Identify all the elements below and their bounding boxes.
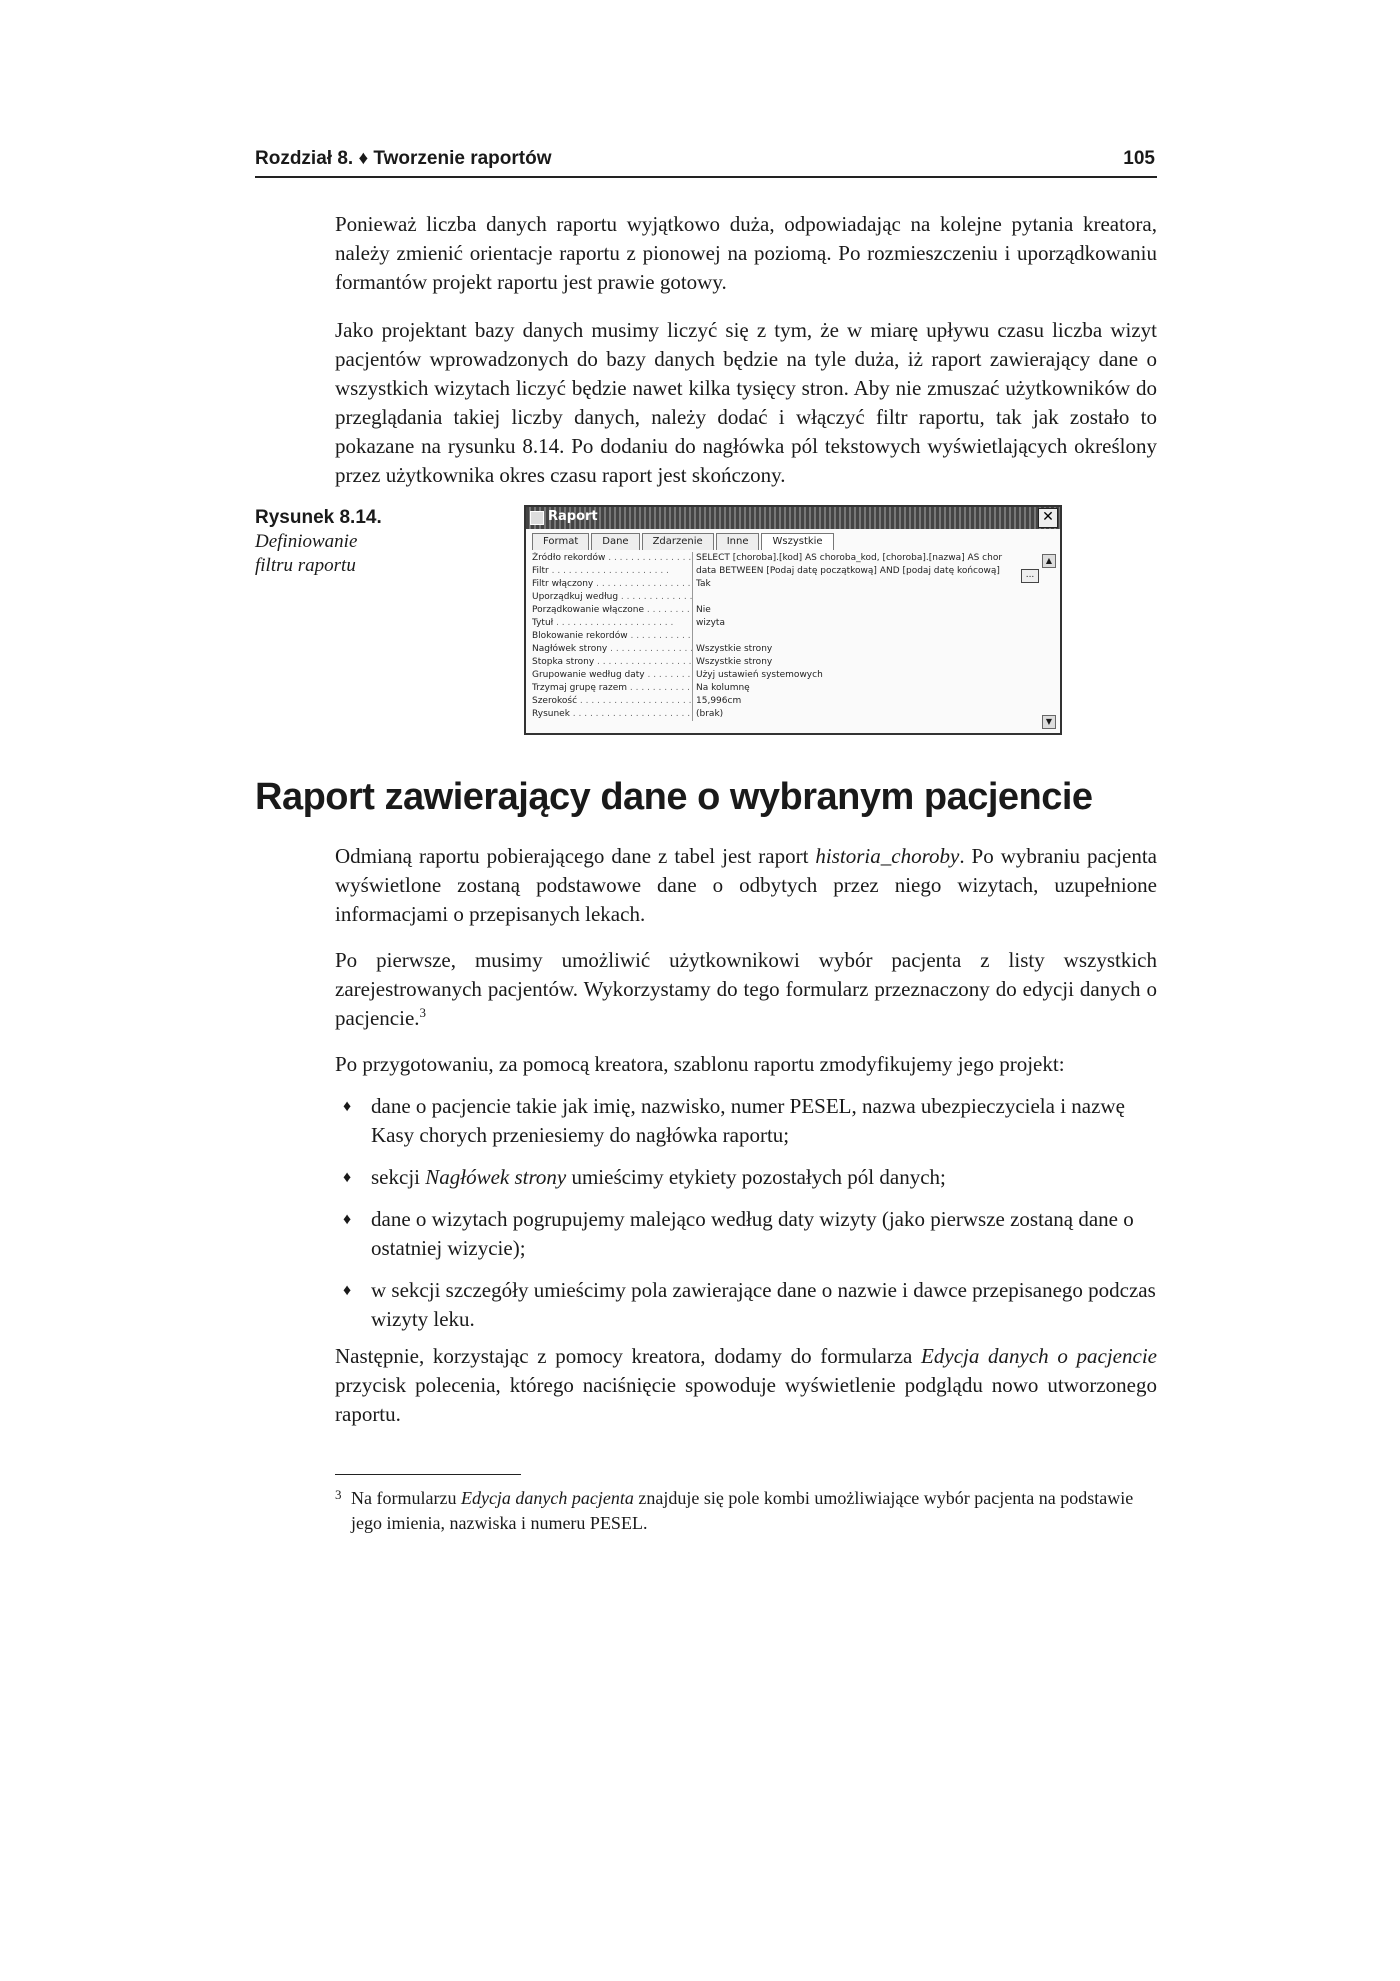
property-row-filter[interactable]: [532, 565, 1044, 578]
footnote-mark: 3: [335, 1487, 342, 1502]
property-value[interactable]: [693, 630, 1044, 643]
paragraph-filter: Jako projektant bazy danych musimy liczyć się z tym, że w miarę upływu czasu liczba wizyt pacjentów wprowadzonych do bazy danych będzie na tyle duża, iż raport zawierający dane o wszystkich wizytach liczyć będzie nawet kilka tysięcy stron. Aby nie zmuszać użytkowników do przeglądania takiej liczby danych, należy dodać i włączyć filtr raportu, tak jak zostało to pokazane na rysunku 8.14. Po dodaniu do nagłówka pól tekstowych wyświetlających określony przez użytkownika okres czasu raport jest skończony.: [335, 318, 1157, 487]
figure-label: Rysunek 8.14.: [255, 507, 382, 528]
property-value[interactable]: (brak): [696, 709, 724, 719]
paragraph-command-button: [335, 1342, 1157, 1429]
figure-caption-line1: Definiowanie: [255, 531, 358, 552]
tab-wszystkie[interactable]: Wszystkie: [761, 533, 833, 550]
property-name: Trzymaj grupę razem . . .: [532, 682, 693, 695]
property-list: [532, 552, 1044, 721]
window-title-bar[interactable]: [526, 507, 1060, 529]
list-item-text: sekcji: [371, 1165, 426, 1189]
italic-term: Edycja danych o pacjencie: [921, 1344, 1157, 1368]
property-row-order-by-on[interactable]: [532, 604, 1044, 617]
text-run: Następnie, korzystając z pomocy kreatora, dodamy do formularza: [335, 1344, 922, 1368]
italic-term: Nagłówek strony: [425, 1165, 567, 1189]
footnote-reference: 3: [419, 1005, 427, 1020]
property-name: Grupowanie według daty . . .: [532, 669, 693, 682]
builder-button[interactable]: ...: [1021, 569, 1039, 583]
diamond-bullet-icon: ♦: [343, 1211, 352, 1228]
diamond-bullet-icon: ♦: [343, 1169, 352, 1186]
property-value[interactable]: Nie: [696, 605, 711, 615]
list-item-text: dane o wizytach pogrupujemy malejąco według daty wizyty (jako pierwsze zostaną dane o ostatniej wizycie);: [371, 1207, 1134, 1260]
property-name: Szerokość . . .: [532, 695, 693, 708]
property-value[interactable]: Wszystkie strony: [696, 657, 773, 667]
list-item-text: dane o pacjencie takie jak imię, nazwisko, numer PESEL, nazwa ubezpieczyciela i nazwę Kasy chorych przeniesiemy do nagłówka raportu;: [371, 1094, 1125, 1147]
paragraph-report-variant: [335, 842, 1157, 929]
property-value[interactable]: 15,996cm: [696, 696, 742, 706]
figure-caption: [255, 506, 405, 578]
property-value[interactable]: data BETWEEN [Podaj datę początkową] AND [podaj datę końcową]: [696, 566, 1000, 576]
property-value[interactable]: Tak: [696, 579, 711, 589]
scroll-down-icon[interactable]: ▼: [1042, 715, 1056, 729]
property-row-page-footer[interactable]: [532, 656, 1044, 669]
tab-zdarzenie[interactable]: Zdarzenie: [642, 533, 714, 550]
tab-format[interactable]: Format: [532, 533, 589, 550]
property-name: Uporządkuj według . . .: [532, 591, 693, 604]
text-run: znajduje się pole kombi umożliwiające wybór pacjenta na podstawie jego imienia, nazwiska i numeru PESEL.: [351, 1488, 1134, 1533]
list-item-text: umieścimy etykiety pozostałych pól danych;: [566, 1165, 946, 1189]
property-row-record-source[interactable]: [532, 552, 1044, 565]
property-value[interactable]: Na kolumnę: [696, 683, 750, 693]
property-name: Filtr . . .: [532, 565, 693, 578]
diamond-bullet-icon: ♦: [343, 1282, 352, 1299]
property-name: Rysunek . . .: [532, 708, 693, 721]
property-tabs: [532, 533, 836, 550]
list-item-text: w sekcji szczegóły umieścimy pola zawierające dane o nazwie i dawce przepisanego podczas wizyty leku.: [371, 1278, 1156, 1331]
property-row-order-by[interactable]: [532, 591, 1044, 604]
chapter-title: Rozdział 8. ♦ Tworzenie raportów: [255, 148, 552, 169]
property-name: Tytuł . . .: [532, 617, 693, 630]
property-value[interactable]: SELECT [choroba].[kod] AS choroba_kod, [choroba].[nazwa] AS chor: [696, 553, 1003, 563]
paragraph-orientation: Ponieważ liczba danych raportu wyjątkowo duża, odpowiadając na kolejne pytania kreatora, należy zmienić orientacje raportu z pionowej na poziomą. Po rozmieszczeniu i uporządkowaniu formantów projekt raportu jest prawie gotowy.: [335, 212, 1157, 294]
property-row-picture[interactable]: [532, 708, 1044, 721]
property-row-page-header[interactable]: [532, 643, 1044, 656]
footnote: [335, 1486, 1157, 1536]
report-icon: [530, 511, 544, 525]
footnote-body: [335, 1486, 1157, 1536]
property-row-date-grouping[interactable]: [532, 669, 1044, 682]
tab-inne[interactable]: Inne: [716, 533, 760, 550]
paragraph-patient-selection: [335, 946, 1157, 1033]
list-item: [335, 1205, 1157, 1263]
list-item: [335, 1163, 1157, 1192]
text-run: Odmianą raportu pobierającego dane z tabel jest raport: [335, 844, 816, 868]
property-row-grp-keep-together[interactable]: [532, 682, 1044, 695]
property-name: Stopka strony . . .: [532, 656, 693, 669]
text-run: przycisk polecenia, którego naciśnięcie spowoduje wyświetlenie podglądu nowo utworzonego raportu.: [335, 1373, 1157, 1426]
italic-term: historia_choroby: [815, 844, 960, 868]
property-name: Źródło rekordów . . .: [532, 552, 693, 565]
property-row-filter-on[interactable]: [532, 578, 1044, 591]
page-number: 105: [1123, 148, 1155, 169]
footnote-divider: [335, 1474, 521, 1475]
property-row-record-locks[interactable]: [532, 630, 1044, 643]
section-heading: Raport zawierający dane o wybranym pacjencie: [255, 776, 1093, 818]
window-title: Raport: [548, 509, 598, 524]
text-run: Na formularzu: [351, 1488, 461, 1508]
page-header: [255, 146, 1157, 178]
italic-term: Edycja danych pacjenta: [460, 1488, 634, 1508]
close-icon[interactable]: ✕: [1038, 508, 1058, 528]
tab-dane[interactable]: Dane: [591, 533, 639, 550]
list-item: [335, 1276, 1157, 1334]
figure-caption-line2: filtru raportu: [255, 555, 356, 576]
property-row-caption[interactable]: [532, 617, 1044, 630]
property-name: Blokowanie rekordów . . .: [532, 630, 693, 643]
property-row-width[interactable]: [532, 695, 1044, 708]
property-value[interactable]: [693, 591, 1044, 604]
modification-list: [335, 1092, 1157, 1347]
scroll-up-icon[interactable]: ▲: [1042, 554, 1056, 568]
property-value[interactable]: Wszystkie strony: [696, 644, 773, 654]
property-name: Filtr włączony . . .: [532, 578, 693, 591]
list-item: [335, 1092, 1157, 1150]
property-name: Nagłówek strony . . .: [532, 643, 693, 656]
text-run: Po pierwsze, musimy umożliwić użytkownikowi wybór pacjenta z listy wszystkich zarejestrowanych pacjentów. Wykorzystamy do tego formularz przeznaczony do edycji danych o pacjencie.: [335, 948, 1157, 1030]
paragraph-template: Po przygotowaniu, za pomocą kreatora, szablonu raportu zmodyfikujemy jego projekt:: [335, 1052, 1065, 1076]
text-run: . Po wybraniu pacjenta wyświetlone zostaną podstawowe dane o odbytych przez niego wizytach, uzupełnione informacjami o przepisanych lekach.: [335, 844, 1157, 926]
property-value[interactable]: Użyj ustawień systemowych: [696, 670, 823, 680]
diamond-bullet-icon: ♦: [343, 1098, 352, 1115]
property-value[interactable]: wizyta: [696, 618, 725, 628]
property-name: Porządkowanie włączone . . .: [532, 604, 693, 617]
report-properties-window: [524, 505, 1062, 735]
